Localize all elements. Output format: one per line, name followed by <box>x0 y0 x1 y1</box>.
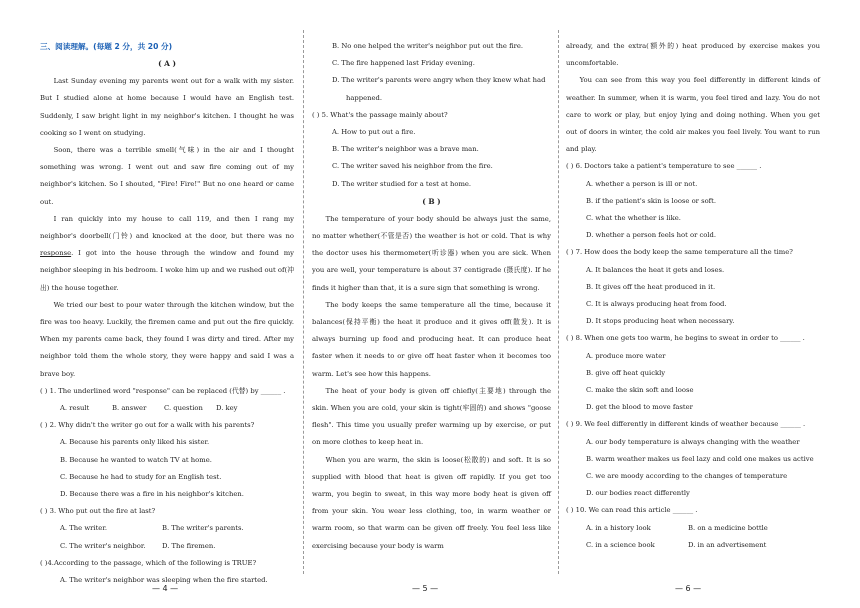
question-8: ( ) 8. When one gets too warm, he begins to sweat in order to ______ . <box>566 334 805 343</box>
option: A. our body temperature is always changing with the weather <box>586 437 800 446</box>
option: B. The writer's parents. <box>162 524 244 533</box>
option: C. question <box>164 404 203 413</box>
option: B. The writer's neighbor was a brave man. <box>332 145 479 154</box>
passage-b-paragraph: The temperature of your body should be always just the same, no matter whether(不管是否) the weather is hot or cold. That is why the doctor uses his thermometer(听诊器) when you are sick. When you are well, your temperature is about 37 centigrade (摄氏度). If he finds it higher than that, it is a sure sign that something is wrong. <box>312 214 551 292</box>
question-5: ( ) 5. What's the passage mainly about? <box>312 110 448 119</box>
option: B. answer <box>112 404 147 413</box>
column-divider <box>558 30 559 574</box>
option: D. whether a person feels hot or cold. <box>586 231 717 240</box>
question-3-options <box>60 538 294 555</box>
question-10-options <box>586 520 820 537</box>
question-10-options <box>586 537 820 554</box>
option: B. give off heat quickly <box>586 368 666 377</box>
option: B. It gives off the heat produced in it. <box>586 282 716 291</box>
option: C. The writer's neighbor. <box>60 541 146 550</box>
option: B. warm weather makes us feel lazy and cold one makes us active <box>586 454 814 463</box>
option: A. whether a person is ill or not. <box>586 179 698 188</box>
option: A. The writer's neighbor was sleeping when the fire started. <box>60 576 268 585</box>
option: D. our bodies react differently <box>586 489 690 498</box>
page-number: — 5 — <box>412 584 439 593</box>
option-continued: happened. <box>346 93 383 102</box>
option: D. in an advertisement <box>688 540 767 549</box>
passage-a-paragraph: We tried our best to pour water through the kitchen window, but the fire was too heavy. Luckily, the firemen came and put out the fire quickly. When my parents came back, they found I was dirty and tired. After my neighbor told them the whole story, they were happy and said I was a brave boy. <box>40 300 294 378</box>
passage-b-paragraph: When you are warm, the skin is loose(松散的) and soft. It is so supplied with blood that heat is given off rapidly. If you get too warm, you begin to sweat, in this way more body heat is given off from your skin. You wear less clothing, too, in warm weather or warm room, so that warm can be given off freely. You feel less like exercising because your body is warm <box>312 455 551 550</box>
option: D. Because there was a fire in his neighbor's kitchen. <box>60 490 244 499</box>
section-title: 三、阅读理解。(每题 2 分，共 20 分) <box>40 42 173 51</box>
passage-b-label: ( B ) <box>422 196 441 206</box>
column-left <box>40 38 294 589</box>
option: B. if the patient's skin is loose or soft. <box>586 196 717 205</box>
option: C. what the whether is like. <box>586 214 681 223</box>
column-right <box>566 38 820 554</box>
option: B. on a medicine bottle <box>688 523 768 532</box>
option: C. The fire happened last Friday evening. <box>332 59 475 68</box>
option: C. in a science book <box>586 540 655 549</box>
option: D. It stops producing heat when necessary. <box>586 317 735 326</box>
question-6: ( ) 6. Doctors take a patient's temperature to see ______ . <box>566 162 762 171</box>
option: A. produce more water <box>586 351 666 360</box>
passage-a-paragraph: Soon, there was a terrible smell(气味) in the air and I thought something was wrong. I went out and saw fire coming out of my neighbor's kitchen. So I shouted, "Fire! Fire!" But no one heard or came out. <box>40 146 294 206</box>
underlined-word: response <box>40 249 72 258</box>
text-span: . I got into the house through the window and found my neighbor sleeping in his bedroom. I woke him up and we rushed out of(冲出) the house together. <box>40 249 294 292</box>
option: D. The firemen. <box>162 541 216 550</box>
option: A. It balances the heat it gets and loses. <box>586 265 725 274</box>
option: C. we are moody according to the changes of temperature <box>586 472 788 481</box>
question-9: ( ) 9. We feel differently in different kinds of weather because ______ . <box>566 420 806 429</box>
option: B. Because he wanted to watch TV at home. <box>60 455 212 464</box>
passage-a-paragraph <box>40 211 294 297</box>
option: D. get the blood to move faster <box>586 403 693 412</box>
option: A. Because his parents only liked his sister. <box>60 438 210 447</box>
option: C. Because he had to study for an English test. <box>60 472 222 481</box>
passage-b-paragraph: The heat of your body is given off chiefly(主要地) through the skin. When you are cold, your skin is tight(牢固的) and shows "goose flesh". This time you usually prefer warming up by exercise, or put on more clothes to keep heat in. <box>312 386 551 447</box>
option: B. No one helped the writer's neighbor put out the fire. <box>332 42 524 50</box>
option: D. The writer's parents were angry when they knew what had <box>332 76 546 85</box>
question-1: ( ) 1. The underlined word "response" can be replaced (代替) by ______ . <box>40 386 286 395</box>
passage-a-paragraph: Last Sunday evening my parents went out for a walk with my sister. But I studied alone at home because I would have an English test. Suddenly, I saw bright light in my neighbor's kitchen. I thought he was cooking so I went on studying. <box>40 77 294 137</box>
option: D. key <box>216 404 238 413</box>
passage-b-paragraph: You can see from this way you feel differently in different kinds of weather. In summer, when it is warm, you feel tired and lazy. You do not care to work or play, but enjoy lying and doing nothing. When you get out of doors in winter, the cold air makes you feel lively. You want to run and play. <box>566 76 820 154</box>
option: C. The writer saved his neighbor from the fire. <box>332 162 493 171</box>
option: C. It is always producing heat from food. <box>586 300 727 309</box>
option: D. The writer studied for a test at home. <box>332 179 472 188</box>
question-4: ( )4.According to the passage, which of the following is TRUE? <box>40 558 257 567</box>
question-3: ( ) 3. Who put out the fire at last? <box>40 507 156 516</box>
option: A. The writer. <box>60 524 107 533</box>
passage-a-label: ( A ) <box>158 59 176 69</box>
passage-b-paragraph: The body keeps the same temperature all the time, because it balances(保持平衡) the heat it produce and it gives off(散发). It is always burning up food and producing heat. It can produce heat faster when it needs to or give off heat faster when it becomes too warm. Let's see how this happens. <box>312 300 551 378</box>
option: A. How to put out a fire. <box>332 128 416 137</box>
column-divider <box>303 30 304 574</box>
question-1-options <box>60 400 294 417</box>
option: C. make the skin soft and loose <box>586 386 694 395</box>
option: A. result <box>60 404 90 413</box>
question-2: ( ) 2. Why didn't the writer go out for a walk with his parents? <box>40 421 255 430</box>
page-number: — 4 — <box>152 584 179 593</box>
question-10: ( ) 10. We can read this article ______ . <box>566 506 698 515</box>
question-3-options <box>60 520 294 537</box>
page-number: — 6 — <box>675 584 702 593</box>
option: A. in a history look <box>586 523 651 532</box>
text-span: I ran quickly into my house to call 119, and then I rang my neighbor's doorbell(门铃) and knocked at the door, but there was no <box>40 214 294 241</box>
question-7: ( ) 7. How does the body keep the same temperature all the time? <box>566 248 793 257</box>
column-middle <box>312 38 551 555</box>
passage-b-paragraph-continued: already, and the extra(额外的) heat produced by exercise makes you uncomfortable. <box>566 42 820 68</box>
